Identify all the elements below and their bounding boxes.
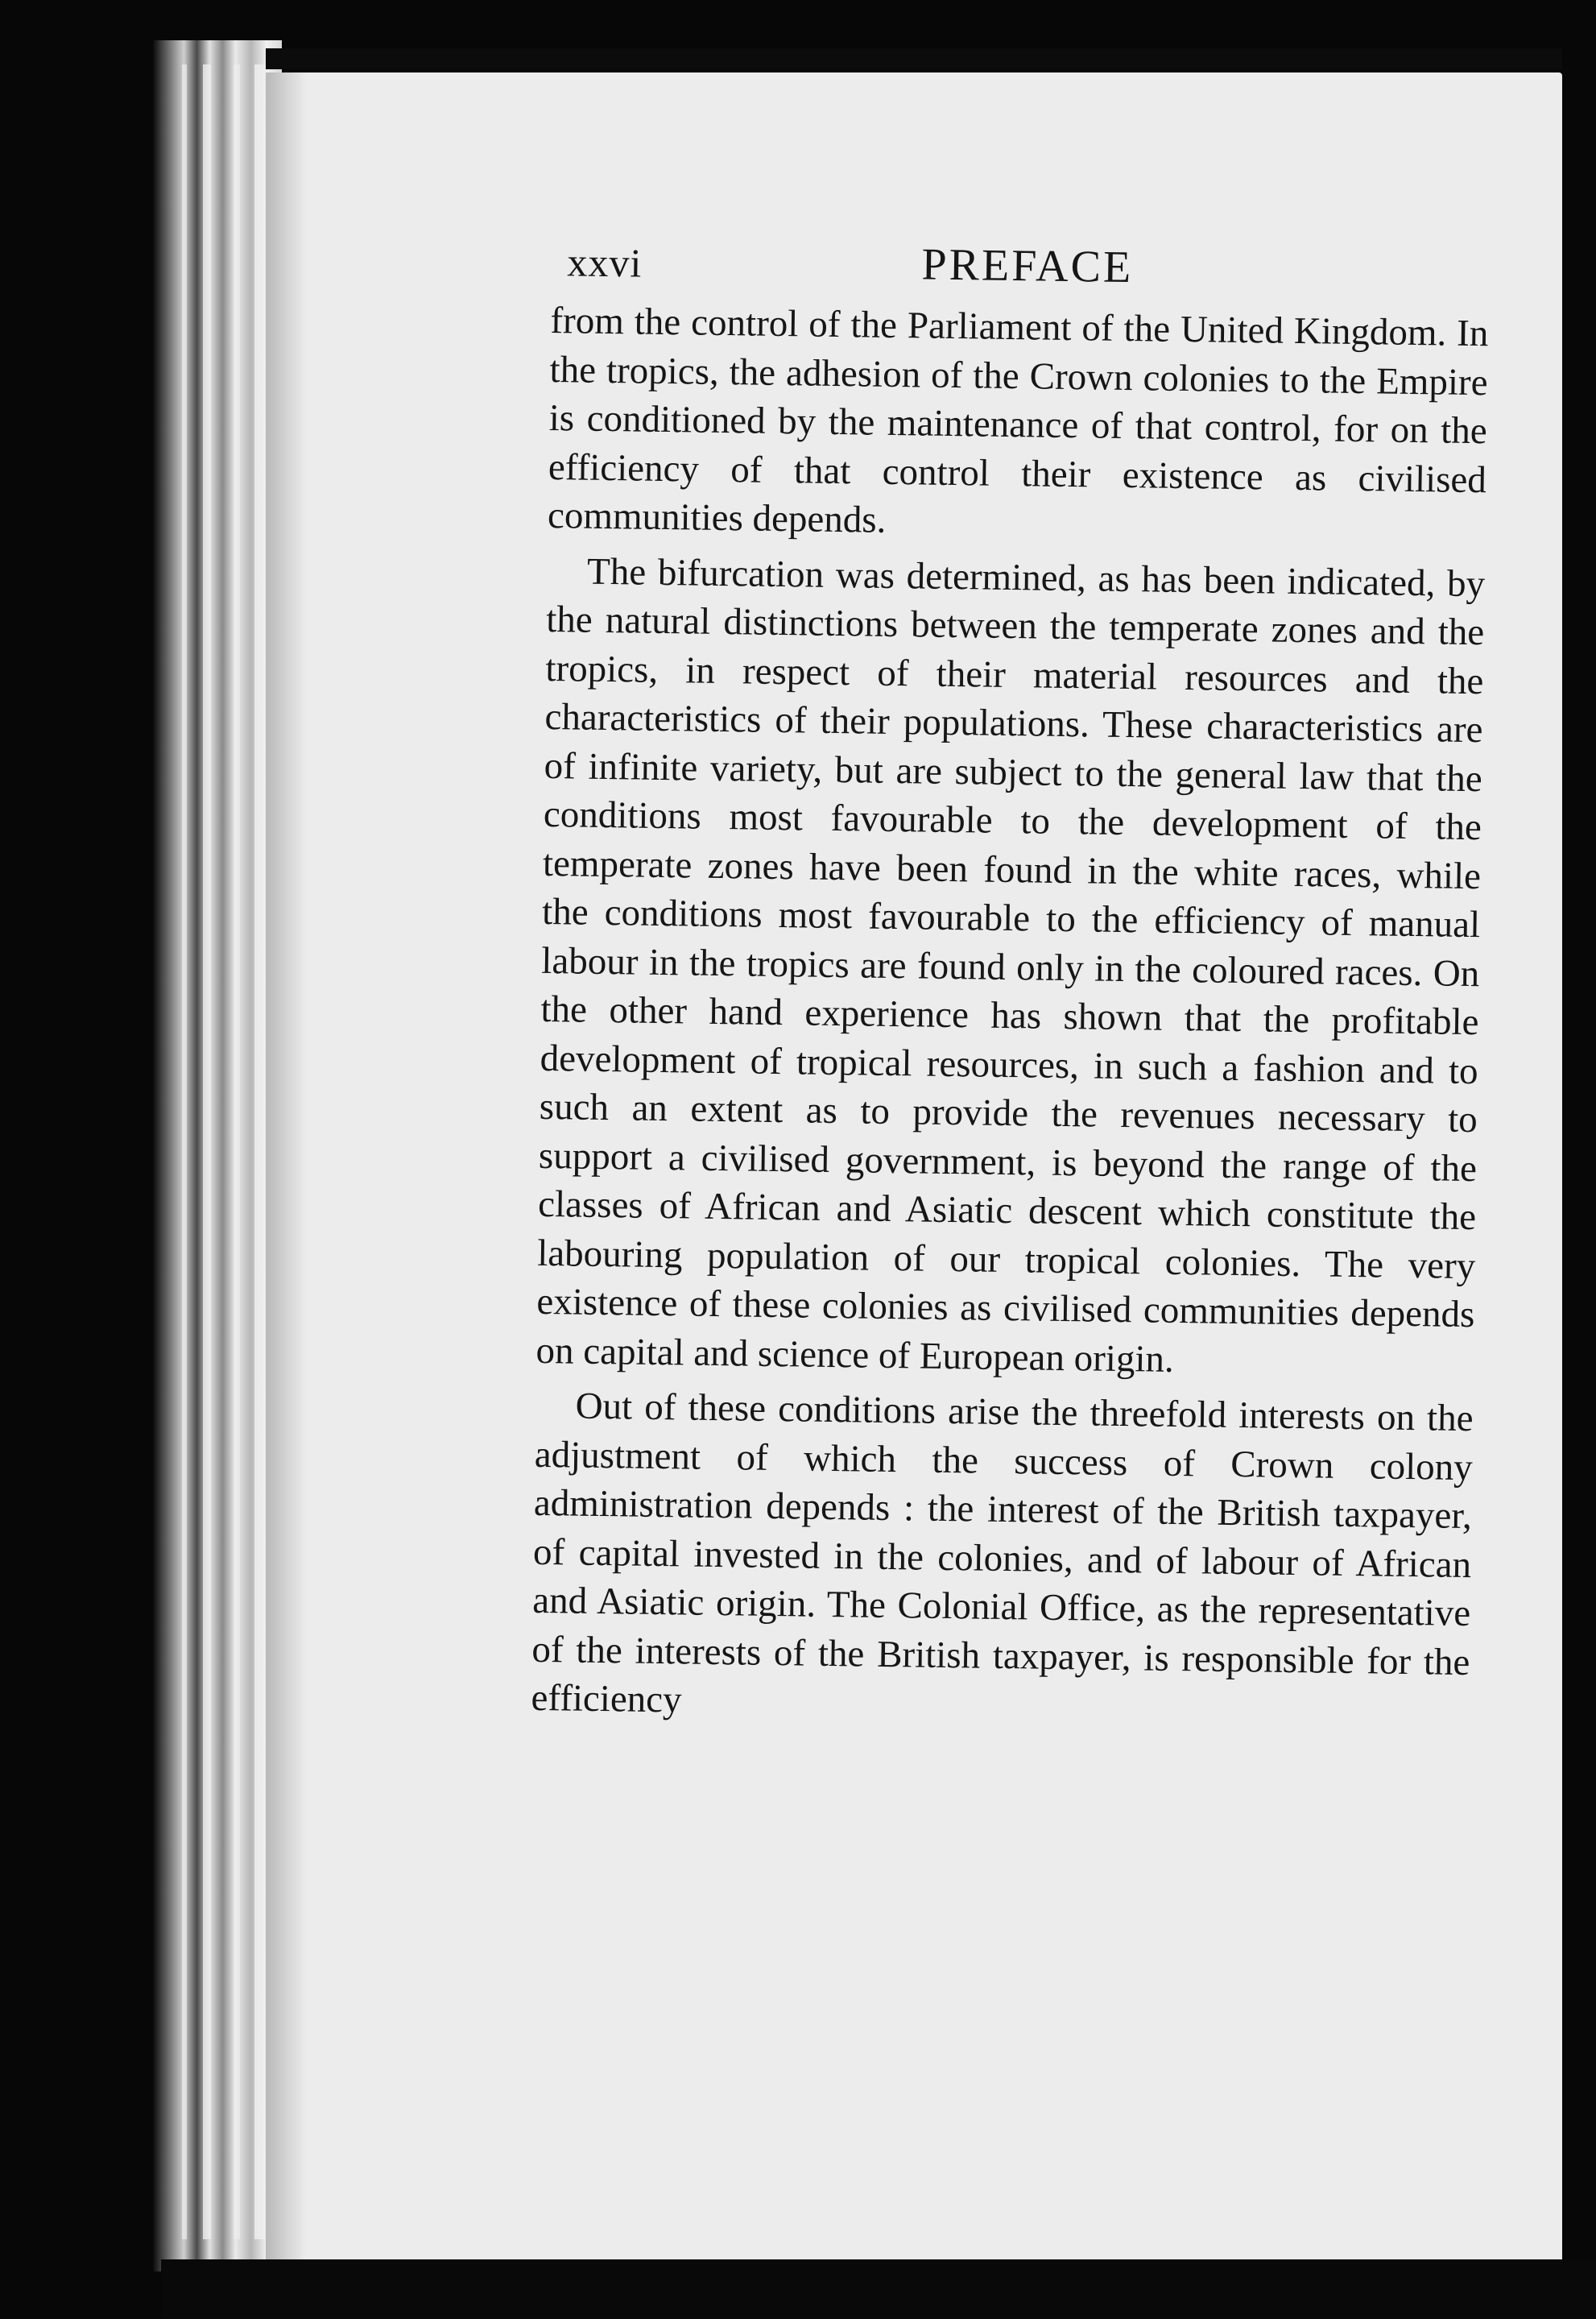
- gutter-shadow: [266, 72, 306, 2263]
- page-edge-strip: [203, 64, 211, 2239]
- page-edge-strip: [254, 64, 266, 2239]
- bottom-border: [161, 2259, 1596, 2319]
- running-title: PREFACE: [921, 239, 1134, 293]
- page-number: xxvi: [567, 239, 643, 286]
- running-head: [551, 234, 1490, 303]
- page-edge-strip: [182, 64, 187, 2239]
- paragraph: The bifurcation was determined, as has been indicated, by the natural distinctions between the temperate zones and the tropics, in respect of their material resources and the characteristics of their populations. These characteristics are of infinite variety, but are subject to the general law that the conditions most favourable to the development of the temperate zones have been found in the white races, while the conditions most favourable to the efficiency of manual labour in the tropics are found only in the coloured races. On the other hand experience has shown that the profitable development of tropical resources, in such a fashion and to such an extent as to provide the revenues necessary to support a civilised government, is beyond the range of the classes of African and Asiatic descent which constitute the labouring population of our tropical colonies. The very existence of these colonies as civilised communities depends on capital and science of European origin.: [535, 550, 1486, 1381]
- paragraph: from the control of the Parliament of the United Kingdom. In the tropics, the adhesion of the Crown colonies to the Empire is conditioned by the maintenance of that control, for on the efficiency of that control their existence as civilised communities depends.: [547, 299, 1489, 541]
- page-edge-strip: [234, 64, 240, 2239]
- text-block: [531, 234, 1490, 1736]
- top-border: [266, 48, 1562, 69]
- paragraph: Out of these conditions arise the threefold interests on the adjustment of which the success of Crown colony administration depends : the interest of the British taxpayer, of capital invested in the colonies, and of labour of African and Asiatic origin. The Colonial Office, as the representative of the interests of the British taxpayer, is responsible for the efficiency: [531, 1385, 1474, 1721]
